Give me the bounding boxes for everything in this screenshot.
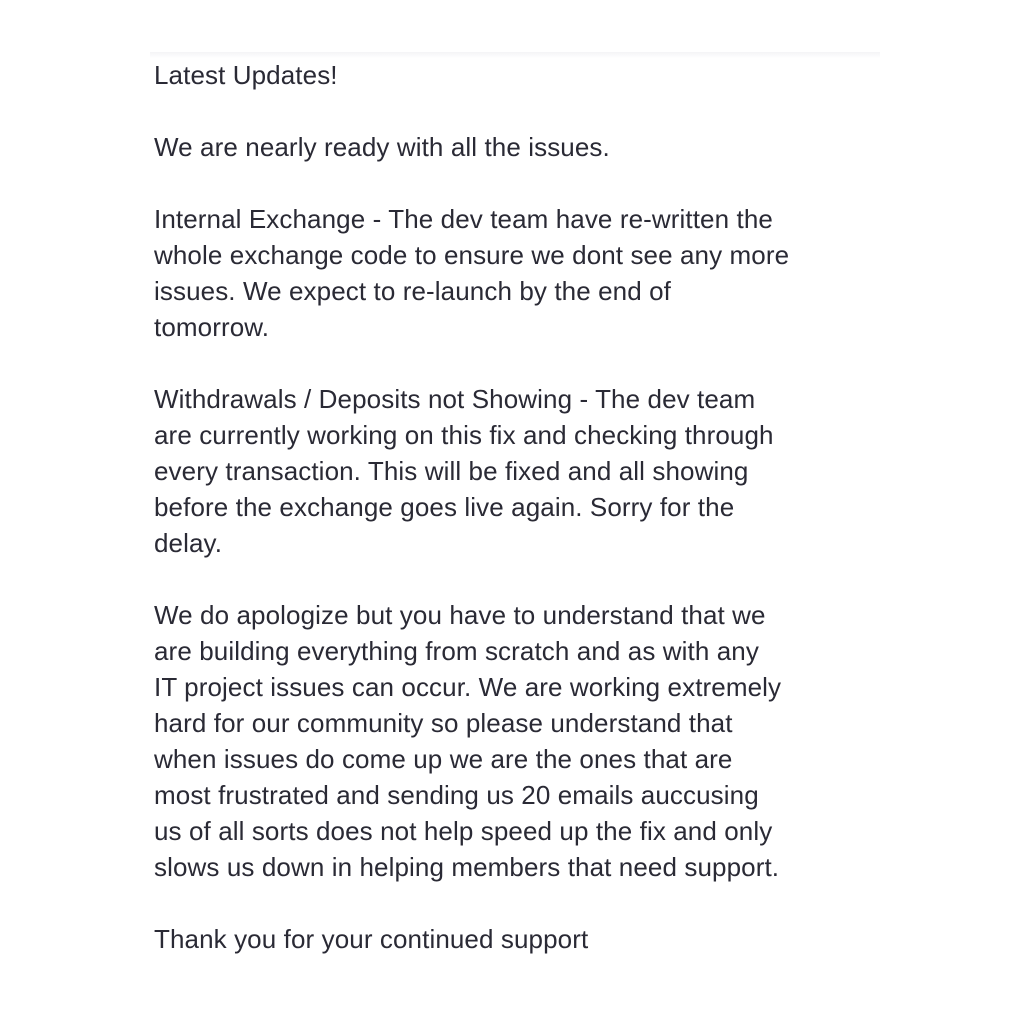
internal-exchange-paragraph xyxy=(154,201,874,345)
note-line: most frustrated and sending us 20 emails auccusing xyxy=(154,780,759,810)
note-line: when issues do come up we are the ones that are xyxy=(154,744,733,774)
note-line: We do apologize but you have to understand that we xyxy=(154,600,766,630)
note-line: tomorrow. xyxy=(154,312,270,342)
note-line: We are nearly ready with all the issues. xyxy=(154,132,610,162)
note-line: Thank you for your continued support xyxy=(154,924,589,954)
note-line: Internal Exchange - The dev team have re-written the xyxy=(154,204,773,234)
note-line: are currently working on this fix and checking through xyxy=(154,420,774,450)
note-line: IT project issues can occur. We are working extremely xyxy=(154,672,782,702)
note-line: issues. We expect to re-launch by the end of xyxy=(154,276,671,306)
status-paragraph xyxy=(154,129,874,165)
heading-paragraph xyxy=(154,57,874,93)
note-line: are building everything from scratch and as with any xyxy=(154,636,759,666)
apology-paragraph xyxy=(154,597,874,885)
withdrawals-paragraph xyxy=(154,381,874,561)
paragraph-spacer xyxy=(154,165,874,201)
paragraph-spacer xyxy=(154,561,874,597)
paragraph-spacer xyxy=(154,93,874,129)
closing-paragraph xyxy=(154,921,874,957)
paragraph-spacer xyxy=(154,885,874,921)
note-line: Latest Updates! xyxy=(154,60,338,90)
paragraph-spacer xyxy=(154,345,874,381)
note-line: delay. xyxy=(154,528,223,558)
note-line: whole exchange code to ensure we dont see any more xyxy=(154,240,790,270)
note-line: every transaction. This will be fixed and all showing xyxy=(154,456,749,486)
note-line: slows us down in helping members that need support. xyxy=(154,852,780,882)
note-body xyxy=(154,57,874,957)
note-line: Withdrawals / Deposits not Showing - The dev team xyxy=(154,384,756,414)
note-line: us of all sorts does not help speed up the fix and only xyxy=(154,816,773,846)
note-line: hard for our community so please understand that xyxy=(154,708,733,738)
note-line: before the exchange goes live again. Sorry for the xyxy=(154,492,735,522)
